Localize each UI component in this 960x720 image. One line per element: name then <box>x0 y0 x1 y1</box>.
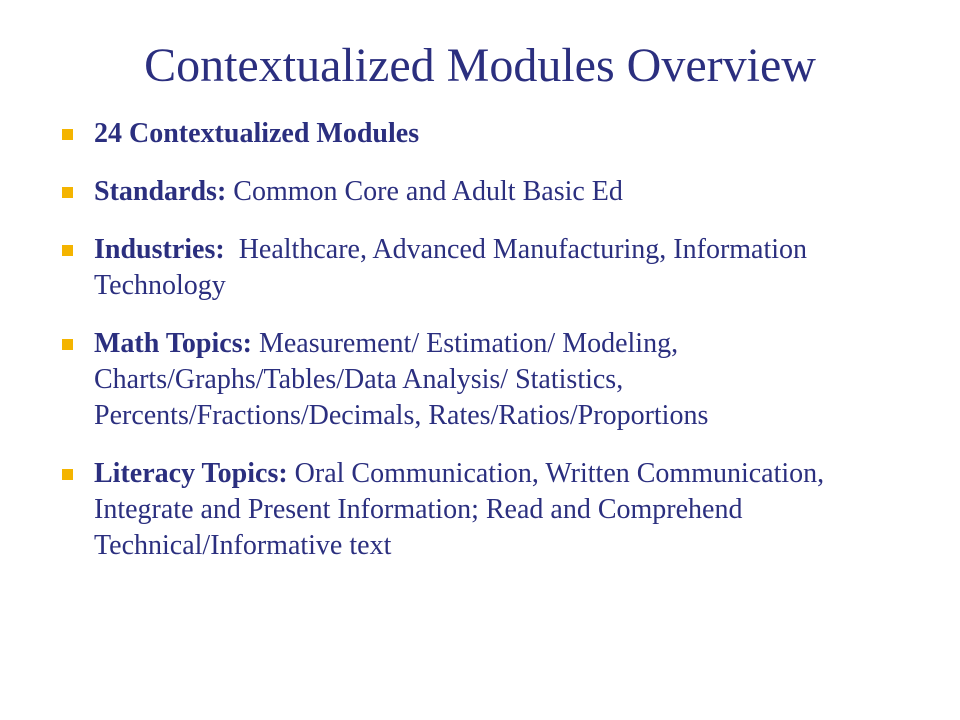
bullet-item-standards <box>62 174 922 210</box>
bullet-list <box>62 116 922 586</box>
bullet-label: 24 Contextualized Modules <box>94 118 420 149</box>
bullet-label: Literacy Topics: <box>94 458 288 489</box>
square-bullet-icon <box>62 469 73 480</box>
bullet-item-math-topics <box>62 326 922 434</box>
bullet-text: Oral Communication, Written Communication, Integrate and Present Information; Read and Comprehend Technical/Informative text <box>94 458 825 561</box>
bullet-label: Math Topics: <box>94 328 252 359</box>
bullet-item-modules <box>62 116 922 152</box>
bullet-label: Industries: <box>94 234 225 265</box>
square-bullet-icon <box>62 187 73 198</box>
square-bullet-icon <box>62 129 73 140</box>
bullet-item-literacy-topics <box>62 456 922 564</box>
bullet-text: Common Core and Adult Basic Ed <box>226 176 623 207</box>
bullet-text: Healthcare, Advanced Manufacturing, Information Technology <box>94 234 814 301</box>
slide-title: Contextualized Modules Overview <box>144 39 816 92</box>
bullet-item-industries <box>62 232 922 304</box>
square-bullet-icon <box>62 339 73 350</box>
bullet-label: Standards: <box>94 176 227 207</box>
square-bullet-icon <box>62 245 73 256</box>
bullet-text: Measurement/ Estimation/ Modeling, Charts/Graphs/Tables/Data Analysis/ Statistics, Percents/Fractions/Decimals, Rates/Ratios/Proportions <box>94 328 709 431</box>
